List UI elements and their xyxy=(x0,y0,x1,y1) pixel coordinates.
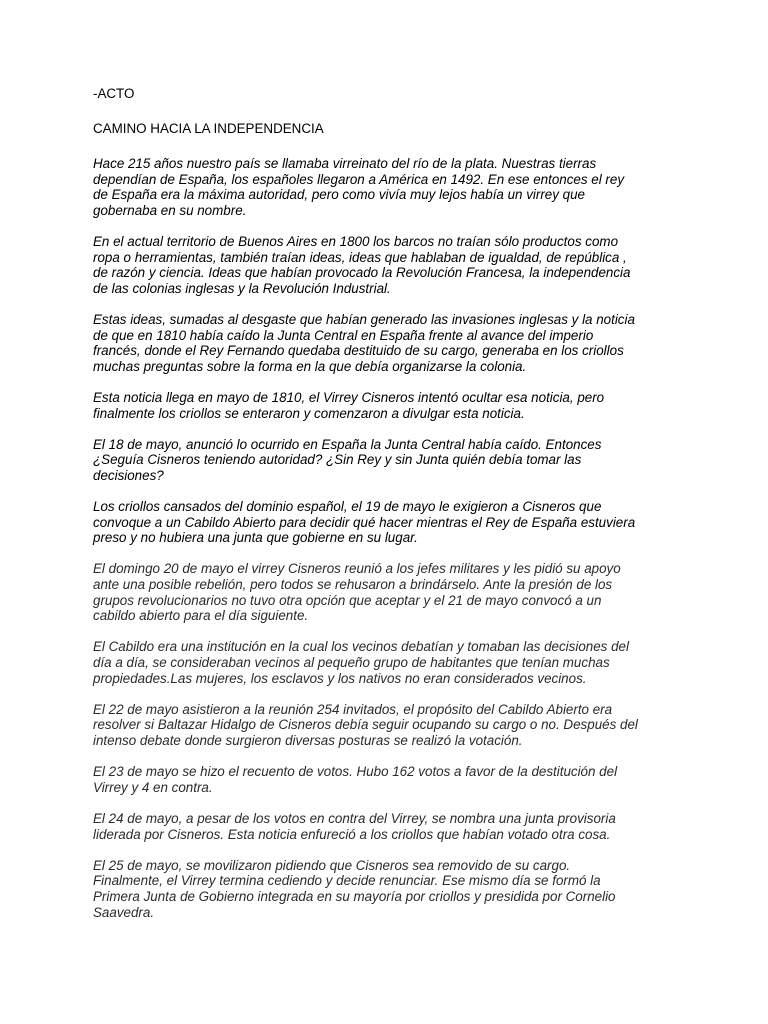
paragraph: El 25 de mayo, se movilizaron pidiendo que Cisneros sea removido de su cargo. Finalmente, el Virrey termina cediendo y decide renunciar. Ese mismo día se formó la Primera Junta de Gobierno integrada en su mayoría por criollos y presidida por Cornelio Saavedra. xyxy=(93,857,616,920)
paragraph: El 22 de mayo asistieron a la reunión 254 invitados, el propósito del Cabildo Abierto era resolver si Baltazar Hidalgo de Cisneros debía seguir ocupando su cargo o no. Después del intenso debate donde surgieron diversas posturas se realizó la votación. xyxy=(93,701,638,748)
act-label: -ACTO xyxy=(93,86,135,101)
document-title: CAMINO HACIA LA INDEPENDENCIA xyxy=(93,121,324,136)
document-page xyxy=(93,86,683,936)
paragraph: El domingo 20 de mayo el virrey Cisneros reunió a los jefes militares y les pidió su apoyo ante una posible rebelión, pero todos se rehusaron a brindárselo. Ante la presión de los grupos revolucionarios no tuvo otra opción que aceptar y el 21 de mayo convocó a un cabildo abierto para el día siguiente. xyxy=(93,561,621,624)
paragraph: El 18 de mayo, anunció lo ocurrido en España la Junta Central había caído. Entonces ¿Seguía Cisneros teniendo autoridad? ¿Sin Rey y sin Junta quién debía tomar las decisiones? xyxy=(93,436,602,483)
paragraph: En el actual territorio de Buenos Aires en 1800 los barcos no traían sólo productos como ropa o herramientas, también traían ideas, ideas que hablaban de igualdad, de república , de razón y ciencia. Ideas que habían provocado la Revolución Francesa, la independencia de las colonias inglesas y la Revolución Industrial. xyxy=(93,233,631,296)
paragraph: El Cabildo era una institución en la cual los vecinos debatían y tomaban las decisiones del día a día, se consideraban vecinos al pequeño grupo de habitantes que tenían muchas propiedades.Las mujeres, los esclavos y los nativos no eran considerados vecinos. xyxy=(93,639,629,686)
paragraph: Hace 215 años nuestro país se llamaba virreinato del río de la plata. Nuestras tierras dependían de España, los españoles llegaron a América en 1492. En ese entonces el rey de España era la máxima autoridad, pero como vivía muy lejos había un virrey que gobernaba en su nombre. xyxy=(93,156,625,218)
paragraph: Estas ideas, sumadas al desgaste que habían generado las invasiones inglesas y la noticia de que en 1810 había caído la Junta Central en España frente al avance del imperio francés, donde el Rey Fernando quedaba destituido de su cargo, generaba en los criollos muchas preguntas sobre la forma en la que debía organizarse la colonia. xyxy=(93,311,635,374)
paragraph: Los criollos cansados del dominio español, el 19 de mayo le exigieron a Cisneros que convoque a un Cabildo Abierto para decidir qué hacer mientras el Rey de España estuviera preso y no hubiera una junta que gobierne en su lugar. xyxy=(93,499,636,546)
paragraph: Esta noticia llega en mayo de 1810, el Virrey Cisneros intentó ocultar esa noticia, pero finalmente los criollos se enteraron y comenzaron a divulgar esta noticia. xyxy=(93,389,605,421)
paragraph: El 24 de mayo, a pesar de los votos en contra del Virrey, se nombra una junta provisoria liderada por Cisneros. Esta noticia enfureció a los criollos que habían votado otra cosa. xyxy=(93,810,616,842)
paragraph: El 23 de mayo se hizo el recuento de votos. Hubo 162 votos a favor de la destitución del Virrey y 4 en contra. xyxy=(93,764,618,795)
